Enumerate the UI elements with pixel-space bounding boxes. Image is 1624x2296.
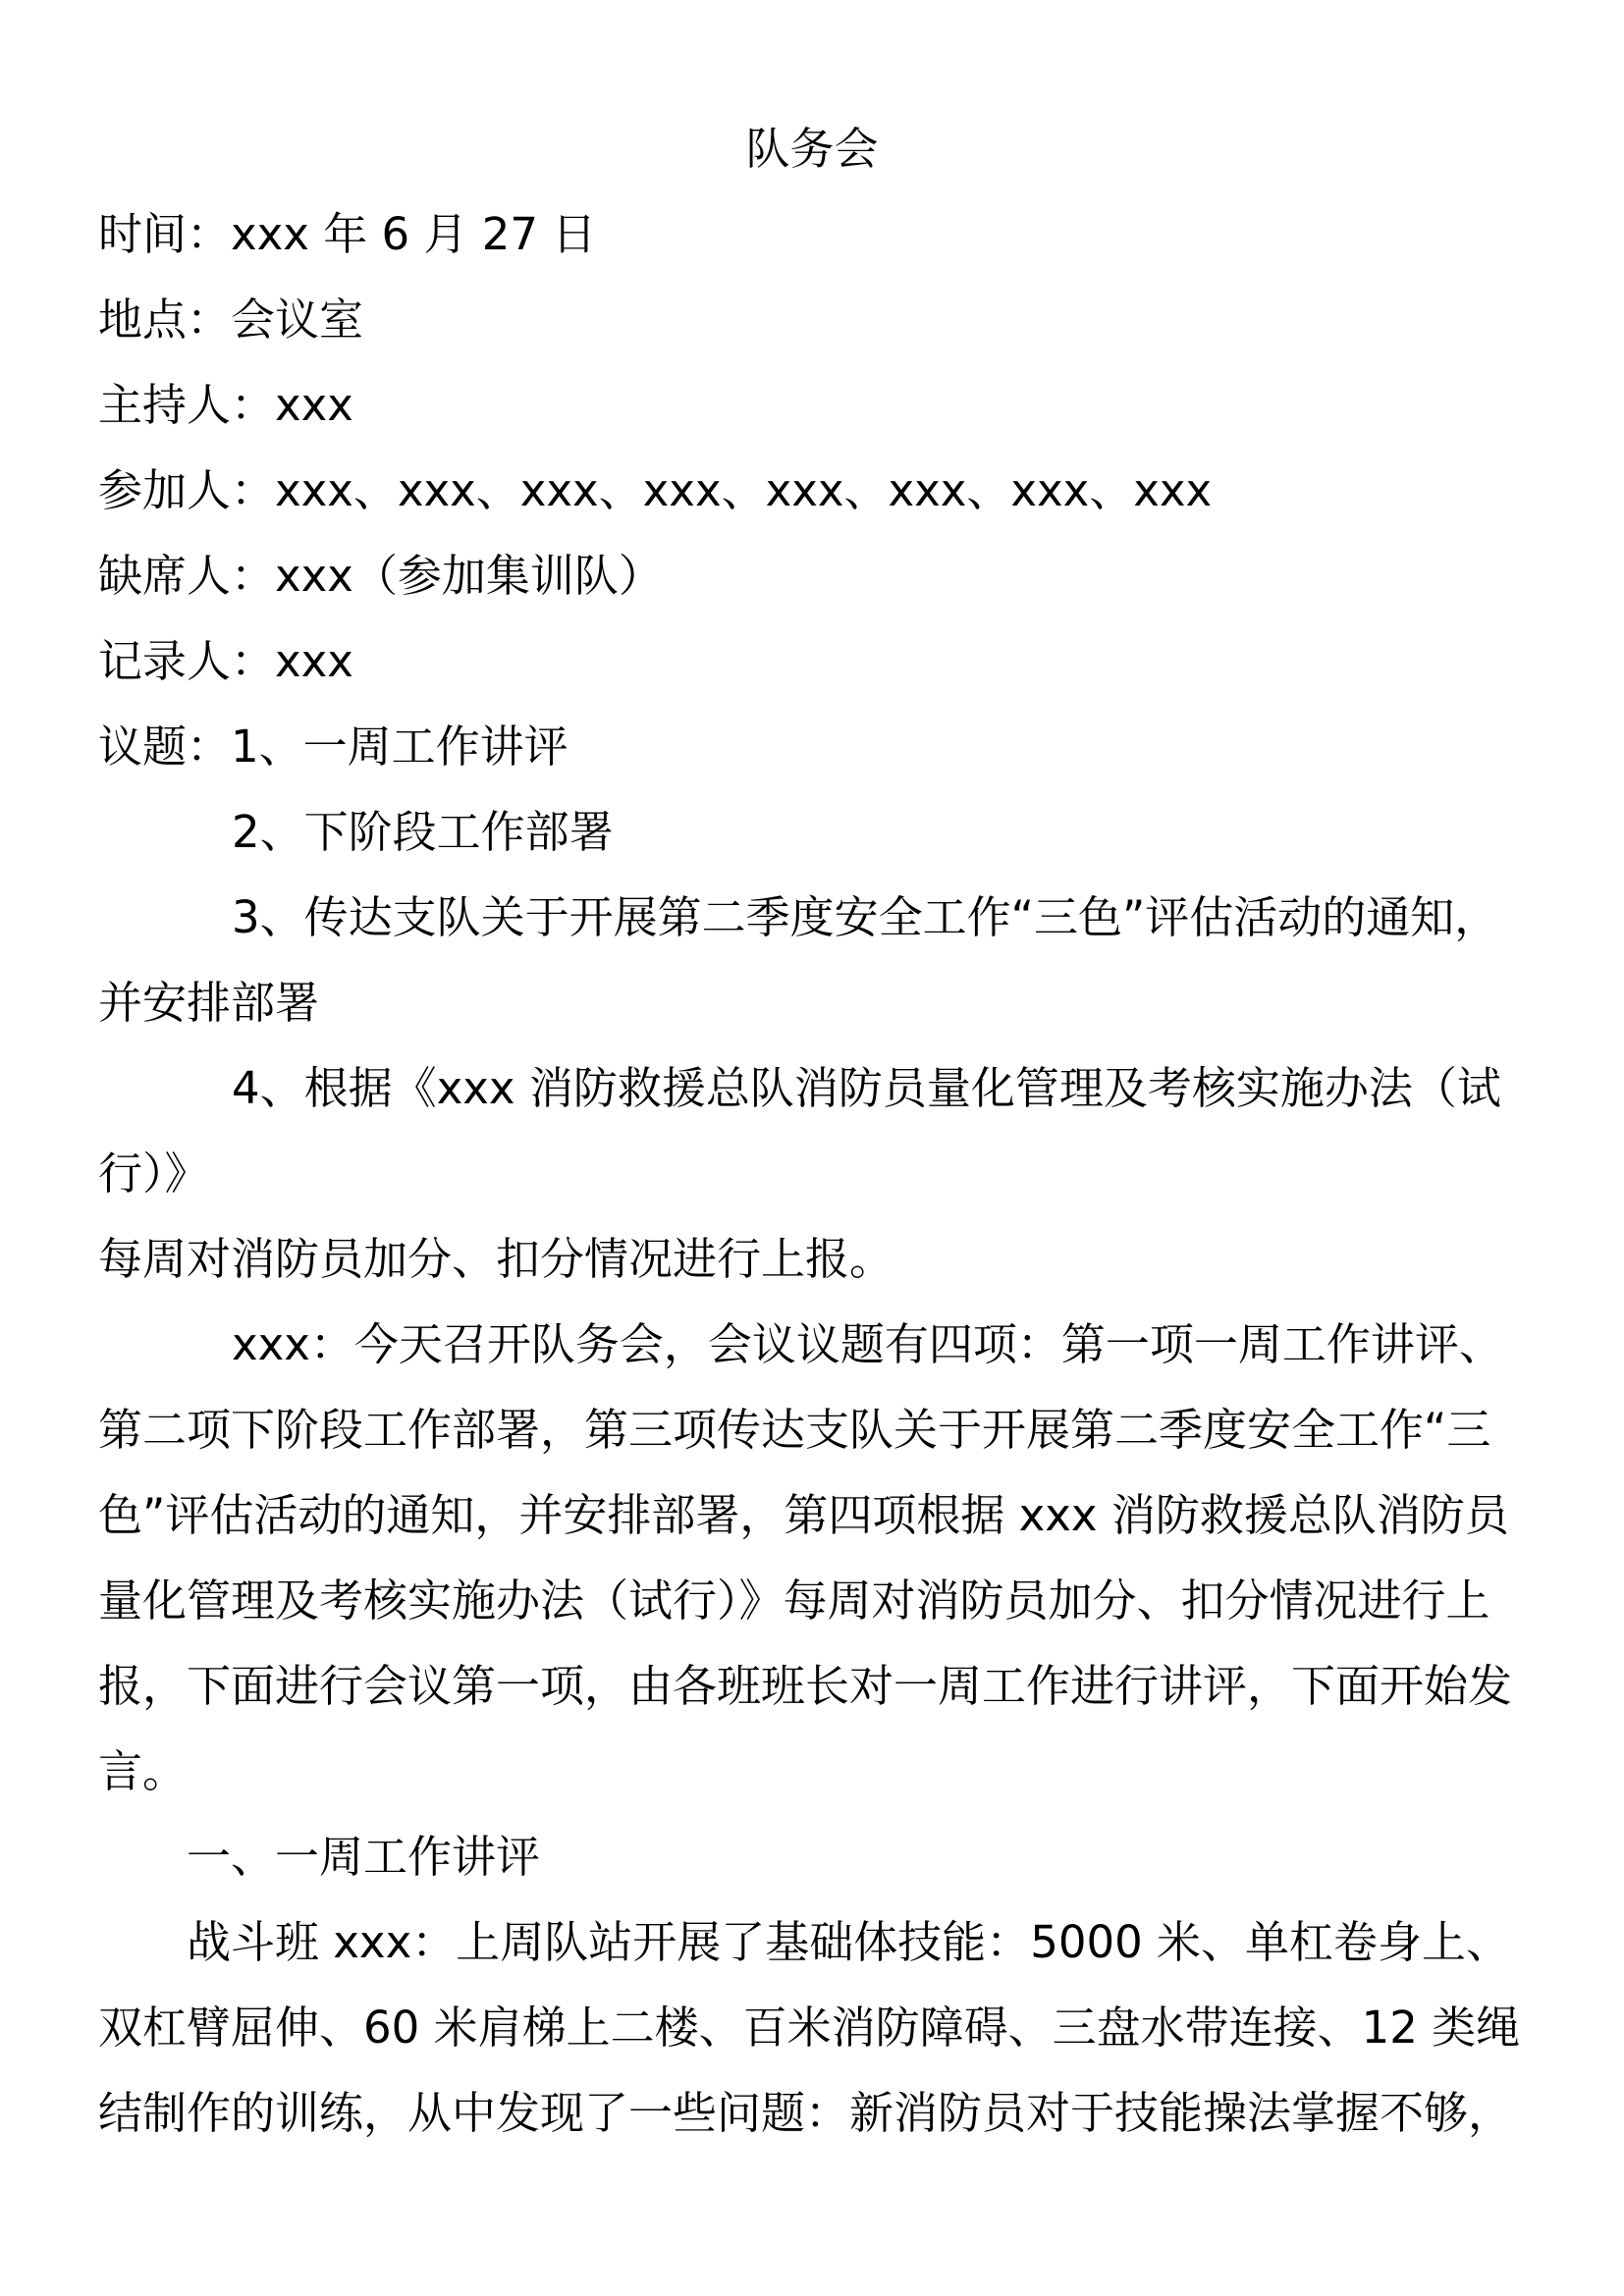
opening-paragraph-line-3: 色”评估活动的通知，并安排部署，第四项根据 xxx 消防救援总队消防员 bbox=[98, 1489, 1509, 1541]
meta-location: 地点：会议室 bbox=[98, 294, 364, 346]
opening-paragraph-line-1: xxx：今天召开队务会，会议议题有四项：第一项一周工作讲评、 bbox=[232, 1318, 1503, 1370]
opening-paragraph-line-5: 报，下面进行会议第一项，由各班班长对一周工作进行讲评，下面开始发 bbox=[98, 1660, 1513, 1712]
meta-host: 主持人：xxx bbox=[98, 379, 353, 431]
section-1-heading: 一、一周工作讲评 bbox=[187, 1831, 541, 1883]
agenda-item-3-line-2: 并安排部署 bbox=[98, 977, 320, 1029]
agenda-item-4-line-2: 行）》 bbox=[98, 1148, 209, 1200]
meta-time: 时间：xxx 年 6 月 27 日 bbox=[98, 208, 597, 260]
meta-recorder: 记录人：xxx bbox=[98, 635, 353, 687]
section-1-line-1: 战斗班 xxx：上周队站开展了基础体技能：5000 米、单杠卷身上、 bbox=[187, 1916, 1511, 1968]
meta-absent: 缺席人：xxx（参加集训队） bbox=[98, 550, 663, 602]
meta-attendees: 参加人：xxx、xxx、xxx、xxx、xxx、xxx、xxx、xxx bbox=[98, 464, 1213, 516]
agenda-item-2: 2、下阶段工作部署 bbox=[232, 806, 614, 858]
opening-paragraph-line-6: 言。 bbox=[98, 1745, 188, 1797]
agenda-item-4-line-1: 4、根据《xxx 消防救援总队消防员量化管理及考核实施办法（试 bbox=[232, 1062, 1501, 1114]
agenda-item-4-line-3: 每周对消防员加分、扣分情况进行上报。 bbox=[98, 1233, 894, 1285]
section-1-line-3: 结制作的训练，从中发现了一些问题：新消防员对于技能操法掌握不够， bbox=[98, 2087, 1513, 2139]
opening-paragraph-line-4: 量化管理及考核实施办法（试行）》每周对消防员加分、扣分情况进行上 bbox=[98, 1575, 1490, 1627]
opening-paragraph-line-2: 第二项下阶段工作部署，第三项传达支队关于开展第二季度安全工作“三 bbox=[98, 1404, 1491, 1456]
section-1-line-2: 双杠臂屈伸、60 米肩梯上二楼、百米消防障碍、三盘水带连接、12 类绳 bbox=[98, 2002, 1521, 2054]
document-title: 队务会 bbox=[745, 123, 879, 175]
agenda-item-1: 议题：1、一周工作讲评 bbox=[98, 721, 568, 773]
agenda-item-3-line-1: 3、传达支队关于开展第二季度安全工作“三色”评估活动的通知， bbox=[232, 891, 1499, 943]
